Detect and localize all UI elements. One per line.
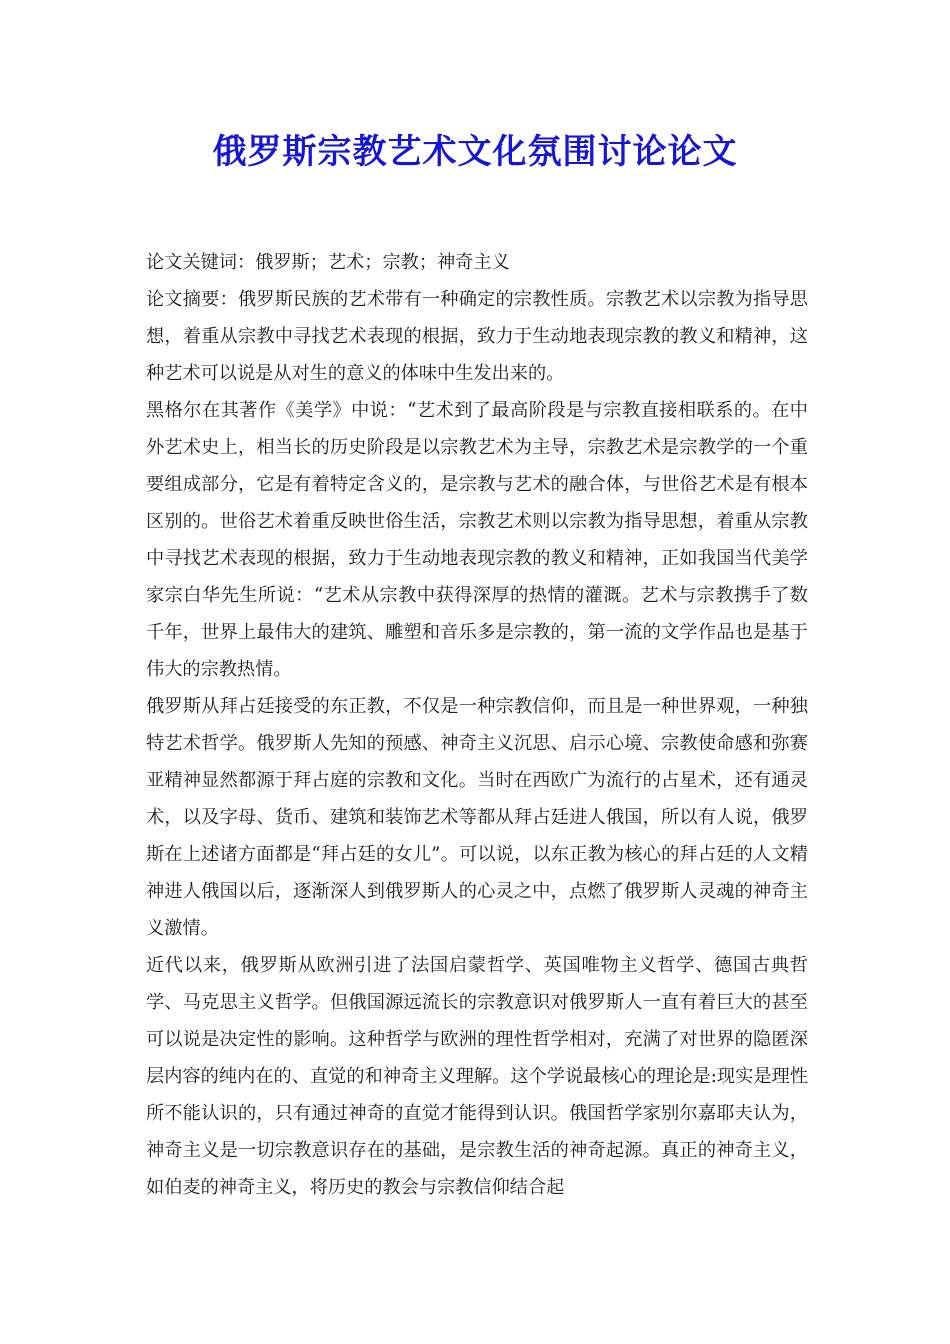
body-paragraph: 俄罗斯从拜占廷接受的东正教，不仅是一种宗教信仰，而且是一种世界观，一种独特艺术哲学。俄罗斯人先知的预感、神奇主义沉思、启示心境、宗教使命感和弥赛亚精神显然都源于拜占庭的宗教和文化。当时在西欧广为流行的占星术，还有通灵术，以及字母、货币、建筑和装饰艺术等都从拜占廷进人俄国，所以有人说，俄罗斯在上述诸方面都是“拜占廷的女儿”。可以说，以东正教为核心的拜占廷的人文精神进人俄国以后，逐渐深人到俄罗斯人的心灵之中，点燃了俄罗斯人灵魂的神奇主义激情。 [146,696,808,939]
document-body [146,244,808,1206]
keywords-line: 论文关键词：俄罗斯；艺术；宗教；神奇主义 [146,252,510,273]
body-paragraph: 近代以来，俄罗斯从欧洲引进了法国启蒙哲学、英国唯物主义哲学、德国古典哲学、马克思主义哲学。但俄国源远流长的宗教意识对俄罗斯人一直有着巨大的甚至可以说是决定性的影响。这种哲学与欧洲的理性哲学相对，充满了对世界的隐匿深层内容的纯内在的、直觉的和神奇主义理解。这个学说最核心的理论是:现实是理性所不能认识的，只有通过神奇的直觉才能得到认识。俄国哲学家别尔嘉耶夫认为，神奇主义是一切宗教意识存在的基础，是宗教生活的神奇起源。真正的神奇主义，如伯麦的神奇主义，将历史的教会与宗教信仰结合起 [146,955,808,1198]
document-title: 俄罗斯宗教艺术文化氛围讨论论文 [212,132,738,172]
body-paragraph: 黑格尔在其著作《美学》中说：“艺术到了最高阶段是与宗教直接相联系的。在中外艺术史上，相当长的历史阶段是以宗教艺术为主导，宗教艺术是宗教学的一个重要组成部分，它是有着特定含义的，是宗教与艺术的融合体，与世俗艺术是有根本区别的。世俗艺术着重反映世俗生活，宗教艺术则以宗教为指导思想，着重从宗教中寻找艺术表现的根据，致力于生动地表现宗教的教义和精神，正如我国当代美学家宗白华先生所说：“艺术从宗教中获得深厚的热情的灌溉。艺术与宗教携手了数千年，世界上最伟大的建筑、雕塑和音乐多是宗教的，第一流的文学作品也是基于伟大的宗教热情。 [146,400,808,680]
abstract-paragraph: 论文摘要：俄罗斯民族的艺术带有一种确定的宗教性质。宗教艺术以宗教为指导思想，着重从宗教中寻找艺术表现的根据，致力于生动地表现宗教的教义和精神，这种艺术可以说是从对生的意义的体味中生发出来的。 [146,289,808,384]
